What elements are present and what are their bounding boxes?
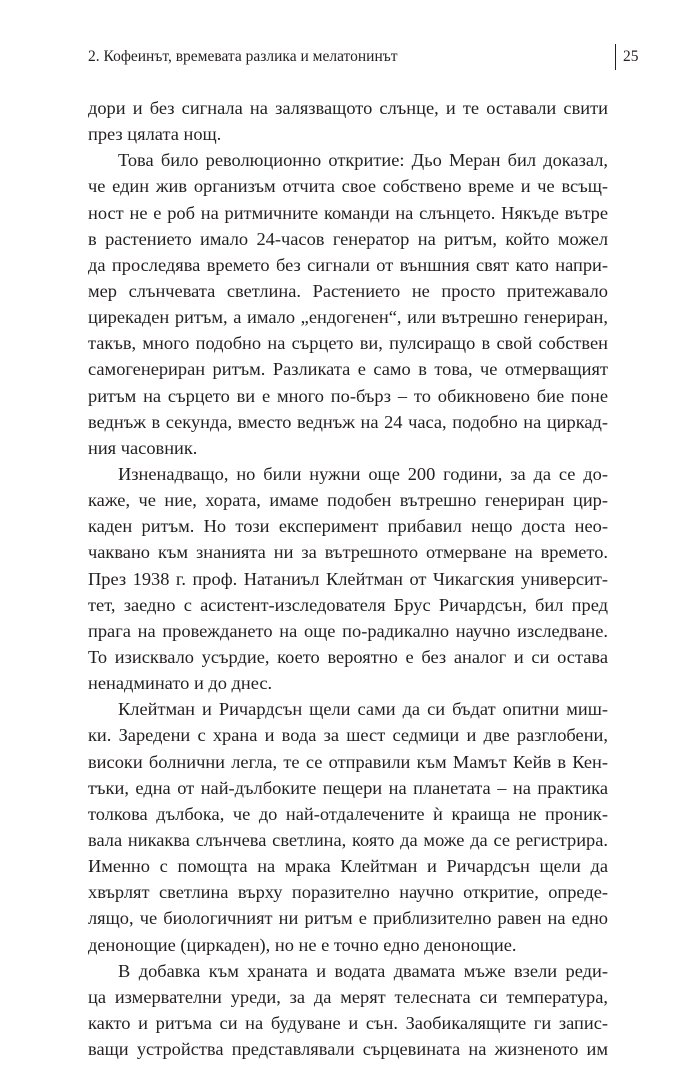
text-line: тъки, една от най-дълбоките пещери на планетата – на практика xyxy=(88,777,608,798)
text-line: високи болнични легла, те се отправили към Мамът Кейв в Кен- xyxy=(88,751,608,772)
text-line: лящо, че биологичният ни ритъм е приблизително равен на едно xyxy=(88,908,608,929)
text-line: вала никаква слънчева светлина, която да може да се регистрира. xyxy=(88,829,608,850)
running-header xyxy=(88,44,640,72)
page-number: 25 xyxy=(623,48,639,65)
text-line: тет, заедно с асистент-изследователя Брус Ричардсън, бил пред xyxy=(88,594,608,615)
text-line: ност не е роб на ритмичните команди на слънцето. Някъде вътре xyxy=(88,202,608,223)
text-line: мер слънчевата светлина. Растението не просто притежавало xyxy=(88,280,608,301)
text-line: Това било революционно откритие: Дьо Меран бил доказал, xyxy=(118,150,608,171)
text-line: Изненадващо, но били нужни още 200 години, за да се до- xyxy=(118,463,608,484)
text-line: прага на провеждането на още по-радикално научно изследване. xyxy=(88,620,608,641)
text-line: да проследява времето без сигнали от външния свят като напри- xyxy=(88,254,608,275)
text-line: толкова дълбока, че до най-отдалечените ѝ краища не проник- xyxy=(88,803,608,824)
header-divider xyxy=(615,44,616,70)
text-line: ващи устройства представлявали сърцевината на жизненото им xyxy=(88,1039,608,1060)
body-text xyxy=(88,95,608,1062)
chapter-title: 2. Кофеинът, времевата разлика и мелатонинът xyxy=(88,48,398,65)
text-line: каден ритъм. Но този експеримент прибавил нещо доста нео- xyxy=(88,516,608,537)
text-line: в растението имало 24-часов генератор на ритъм, който можел xyxy=(88,228,608,249)
text-line: самогенериран ритъм. Разликата е само в това, че отмерващият xyxy=(88,359,608,380)
text-line: То изисквало усърдие, което вероятно е без аналог и си остава xyxy=(88,646,608,667)
text-line: веднъж в секунда, вместо веднъж на 24 часа, подобно на циркад- xyxy=(88,411,608,432)
text-line: хвърлят светлина върху поразително научно откритие, опреде- xyxy=(88,882,608,903)
text-line: чаквано към знанията ни за вътрешното отмерване на времето. xyxy=(88,542,608,563)
text-line: Именно с помощта на мрака Клейтман и Ричардсън щели да xyxy=(88,856,608,877)
text-line: такъв, много подобно на сърцето ви, пулсиращо в свой собствен xyxy=(88,333,608,354)
text-line: ца измервателни уреди, за да мерят телесната си температура, xyxy=(88,986,608,1007)
text-line: През 1938 г. проф. Натаниъл Клейтман от Чикагския университ- xyxy=(88,568,608,589)
text-line: В добавка към храната и водата двамата мъже взели реди- xyxy=(118,960,608,981)
text-line: ки. Заредени с храна и вода за шест седмици и две разглобени, xyxy=(88,725,608,746)
text-line: ния часовник. xyxy=(88,437,198,458)
text-line: цирекаден ритъм, а имало „ендогенен“, или вътрешно генериран, xyxy=(88,307,608,328)
text-line: денонощие (циркаден), но не е точно едно денонощие. xyxy=(88,934,517,955)
text-line: през цялата нощ. xyxy=(88,124,222,145)
text-line: че един жив организъм отчита свое собствено време и че всъщ- xyxy=(88,176,608,197)
text-line: дори и без сигнала на залязващото слънце, и те оставали свити xyxy=(88,98,608,118)
text-line: ненадминато и до днес. xyxy=(88,673,273,694)
text-line: Клейтман и Ричардсън щели сами да си бъдат опитни миш- xyxy=(118,699,608,720)
text-line: както и ритъма си на будуване и сън. Заобикалящите ги запис- xyxy=(88,1012,608,1033)
text-line: каже, че ние, хората, имаме подобен вътрешно генериран цир- xyxy=(88,490,608,511)
text-line: ритъм на сърцето ви е много по-бърз – то обикновено бие поне xyxy=(88,385,608,406)
